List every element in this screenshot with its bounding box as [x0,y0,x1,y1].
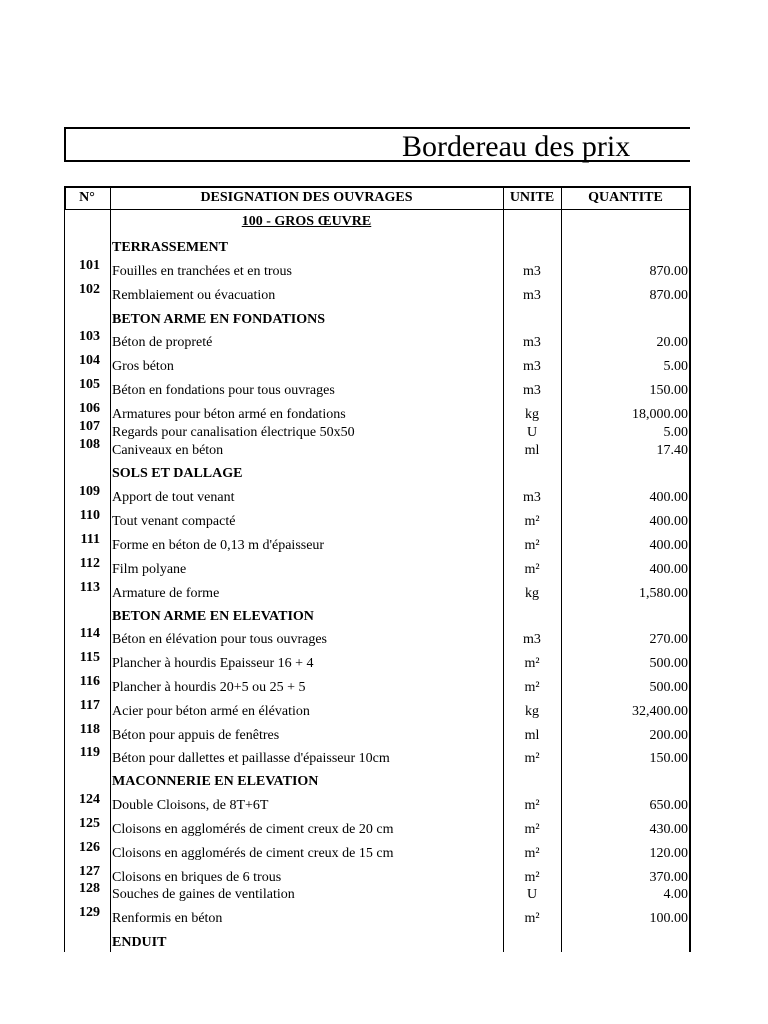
item-unit: m3 [523,383,541,398]
item-designation: Cloisons en agglomérés de ciment creux de 15 cm [112,846,394,861]
item-quantity: 650.00 [649,798,688,813]
item-unit: kg [525,407,539,422]
item-designation: Armature de forme [112,586,220,601]
item-unit: kg [525,586,539,601]
item-quantity: 18,000.00 [632,407,688,422]
item-number: 107 [79,419,100,434]
item-quantity: 5.00 [663,425,688,440]
item-unit: m² [524,822,540,837]
item-quantity: 20.00 [656,335,688,350]
item-unit: m3 [523,359,541,374]
header-designation: DESIGNATION DES OUVRAGES [200,190,413,205]
item-designation: Cloisons en briques de 6 trous [112,870,282,885]
item-quantity: 5.00 [663,359,688,374]
item-unit: m² [524,656,540,671]
section-heading: MACONNERIE EN ELEVATION [112,774,319,789]
item-quantity: 500.00 [649,680,688,695]
item-quantity: 150.00 [649,383,688,398]
item-unit: m² [524,798,540,813]
item-unit: m² [524,751,540,766]
item-number: 105 [79,377,100,392]
item-number: 126 [79,840,100,855]
item-unit: m² [524,911,540,926]
title-box [64,127,690,162]
item-unit: m² [524,680,540,695]
item-quantity: 370.00 [649,870,688,885]
item-designation: Béton en élévation pour tous ouvrages [112,632,328,647]
item-designation: Béton pour dallettes et paillasse d'épaisseur 10cm [112,751,390,766]
item-number: 109 [79,484,100,499]
section-heading: SOLS ET DALLAGE [112,466,243,481]
item-quantity: 4.00 [663,887,688,902]
item-designation: Béton pour appuis de fenêtres [112,728,280,743]
item-designation: Béton de propreté [112,335,213,350]
item-quantity: 870.00 [649,288,688,303]
item-designation: Regards pour canalisation électrique 50x50 [112,425,355,440]
item-quantity: 200.00 [649,728,688,743]
item-designation: Fouilles en tranchées et en trous [112,264,293,279]
item-number: 106 [79,401,100,416]
item-quantity: 100.00 [649,911,688,926]
item-number: 112 [79,556,100,571]
item-designation: Gros béton [112,359,174,374]
item-unit: m3 [523,632,541,647]
item-unit: m² [524,514,540,529]
item-designation: Cloisons en agglomérés de ciment creux de 20 cm [112,822,394,837]
item-quantity: 32,400.00 [632,704,688,719]
item-unit: m3 [523,490,541,505]
item-quantity: 870.00 [649,264,688,279]
item-number: 119 [79,745,100,760]
item-unit: m3 [523,264,541,279]
item-quantity: 270.00 [649,632,688,647]
item-unit: U [526,425,538,440]
item-quantity: 500.00 [649,656,688,671]
item-quantity: 430.00 [649,822,688,837]
item-designation: Plancher à hourdis Epaisseur 16 + 4 [112,656,314,671]
item-quantity: 1,580.00 [639,586,688,601]
item-number: 115 [79,650,100,665]
item-quantity: 400.00 [649,562,688,577]
item-unit: m² [524,562,540,577]
item-designation: Caniveaux en béton [112,443,224,458]
item-designation: Forme en béton de 0,13 m d'épaisseur [112,538,325,553]
item-designation: Plancher à hourdis 20+5 ou 25 + 5 [112,680,306,695]
item-quantity: 17.40 [656,443,688,458]
item-number: 127 [79,864,100,879]
item-quantity: 150.00 [649,751,688,766]
item-number: 116 [79,674,100,689]
lot-title [110,214,503,230]
item-unit: ml [524,443,540,458]
header-quantite: QUANTITE [588,190,663,205]
item-unit: kg [525,704,539,719]
item-number: 102 [79,282,100,297]
item-number: 101 [79,258,100,273]
item-number: 129 [79,905,100,920]
item-number: 110 [79,508,100,523]
lot-title-text: 100 - GROS ŒUVRE [241,214,372,229]
item-quantity: 120.00 [649,846,688,861]
item-designation: Remblaiement ou évacuation [112,288,276,303]
item-quantity: 400.00 [649,514,688,529]
item-number: 108 [79,437,100,452]
item-designation: Apport de tout venant [112,490,235,505]
section-heading: BETON ARME EN ELEVATION [112,609,314,624]
item-designation: Double Cloisons, de 8T+6T [112,798,269,813]
item-unit: m² [524,870,540,885]
item-designation: Renformis en béton [112,911,223,926]
column-divider-4 [689,186,691,952]
item-unit: U [526,887,538,902]
page-title: Bordereau des prix [402,130,631,163]
item-designation: Béton en fondations pour tous ouvrages [112,383,335,398]
item-designation: Armatures pour béton armé en fondations [112,407,346,422]
header-num: N° [79,190,95,205]
item-number: 111 [80,532,100,547]
section-heading: TERRASSEMENT [112,240,228,255]
item-unit: m² [524,538,540,553]
header-bottom-border [64,209,690,210]
item-number: 113 [79,580,100,595]
item-unit: ml [524,728,540,743]
item-number: 104 [79,353,100,368]
table-top-border [64,186,690,188]
column-divider-1 [110,186,111,952]
item-number: 114 [79,626,100,641]
item-designation: Souches de gaines de ventilation [112,887,295,902]
item-unit: m² [524,846,540,861]
item-designation: Film polyane [112,562,187,577]
item-number: 118 [79,722,100,737]
item-number: 103 [79,329,100,344]
item-unit: m3 [523,288,541,303]
item-number: 125 [79,816,100,831]
section-heading: BETON ARME EN FONDATIONS [112,312,326,327]
item-number: 124 [79,792,100,807]
item-unit: m3 [523,335,541,350]
header-unite: UNITE [509,190,555,205]
item-number: 117 [79,698,100,713]
section-heading: ENDUIT [112,935,167,950]
item-designation: Tout venant compacté [112,514,236,529]
item-designation: Acier pour béton armé en élévation [112,704,310,719]
item-quantity: 400.00 [649,490,688,505]
item-quantity: 400.00 [649,538,688,553]
item-number: 128 [79,881,100,896]
